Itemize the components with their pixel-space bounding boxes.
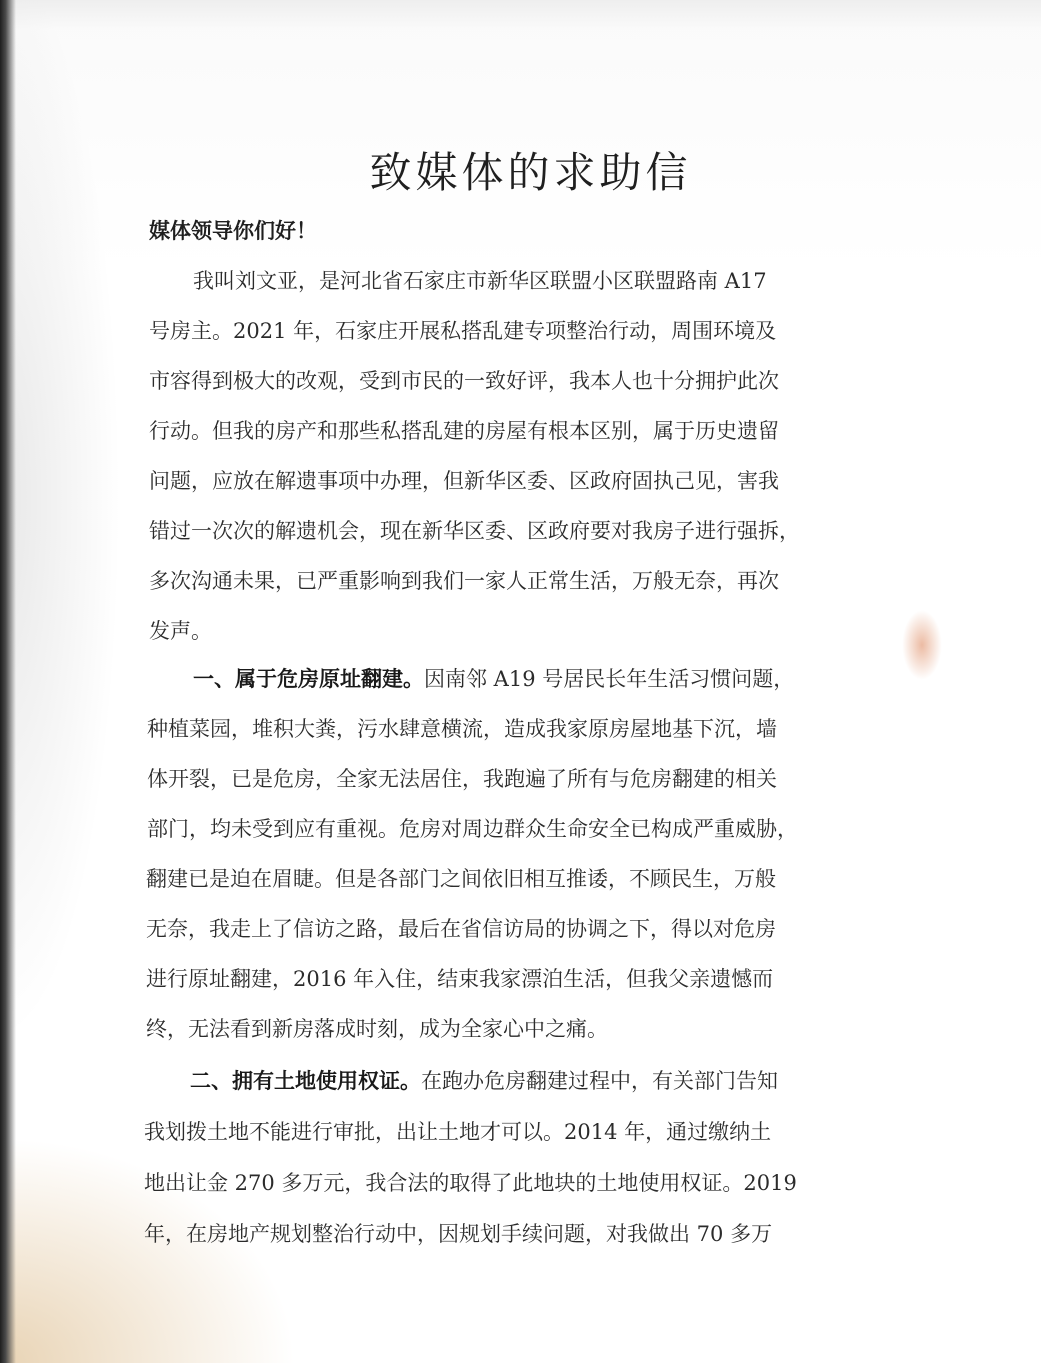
section-1-line: 部门，均未受到应有重视。危房对周边群众生命安全已构成严重威胁， <box>147 817 798 841</box>
paragraph-1-line: 市容得到极大的改观，受到市民的一致好评，我本人也十分拥护此次 <box>149 369 779 393</box>
letter-title: 致媒体的求助信 <box>369 148 692 197</box>
paragraph-1-line: 错过一次次的解遗机会，现在新华区委、区政府要对我房子进行强拆， <box>149 519 800 543</box>
section-1-line: 无奈，我走上了信访之路，最后在省信访局的协调之下，得以对危房 <box>146 917 776 941</box>
section-1-line: 种植菜园，堆积大粪，污水肆意横流，造成我家原房屋地基下沉，墙 <box>147 717 777 741</box>
section-2-first-line <box>190 1064 778 1098</box>
section-1-line: 终，无法看到新房落成时刻，成为全家心中之痛。 <box>146 1017 608 1041</box>
paragraph-1-line: 多次沟通未果，已严重影响到我们一家人正常生活，万般无奈，再次 <box>149 569 779 593</box>
section-2-line: 地出让金 270 多万元，我合法的取得了此地块的土地使用权证。2019 <box>144 1171 797 1195</box>
finger-smudge <box>902 610 942 680</box>
paragraph-1-line: 问题，应放在解遗事项中办理，但新华区委、区政府固执己见，害我 <box>149 469 779 493</box>
section-1-heading: 一、属于危房原址翻建。 <box>193 666 424 691</box>
section-1-line: 体开裂，已是危房，全家无法居住，我跑遍了所有与危房翻建的相关 <box>147 767 777 791</box>
paragraph-1-line: 号房主。2021 年，石家庄开展私搭乱建专项整治行动，周围环境及 <box>149 319 777 343</box>
section-1-line: 进行原址翻建，2016 年入住，结束我家漂泊生活，但我父亲遗憾而 <box>146 967 774 991</box>
salutation: 媒体领导你们好！ <box>149 218 317 243</box>
scan-top-shading <box>0 0 1041 30</box>
section-2-line: 年，在房地产规划整治行动中，因规划手续问题，对我做出 70 多万 <box>144 1222 773 1246</box>
paragraph-1-line: 发声。 <box>149 619 212 643</box>
paragraph-1-line: 行动。但我的房产和那些私搭乱建的房屋有根本区别，属于历史遗留 <box>149 419 779 443</box>
section-1-first-line-text: 因南邻 A19 号居民长年生活习惯问题， <box>424 667 795 691</box>
section-2-first-line-text: 在跑办危房翻建过程中，有关部门告知 <box>421 1069 778 1093</box>
section-2-heading: 二、拥有土地使用权证。 <box>190 1068 421 1093</box>
section-1-line: 翻建已是迫在眉睫。但是各部门之间依旧相互推诿，不顾民生，万般 <box>146 867 776 891</box>
paragraph-1-line: 我叫刘文亚，是河北省石家庄市新华区联盟小区联盟路南 A17 <box>193 269 767 293</box>
section-2-line: 我划拨土地不能进行审批，出让土地才可以。2014 年，通过缴纳土 <box>144 1120 772 1144</box>
section-1-first-line <box>193 662 794 696</box>
page-edge-shadow <box>0 0 16 1363</box>
